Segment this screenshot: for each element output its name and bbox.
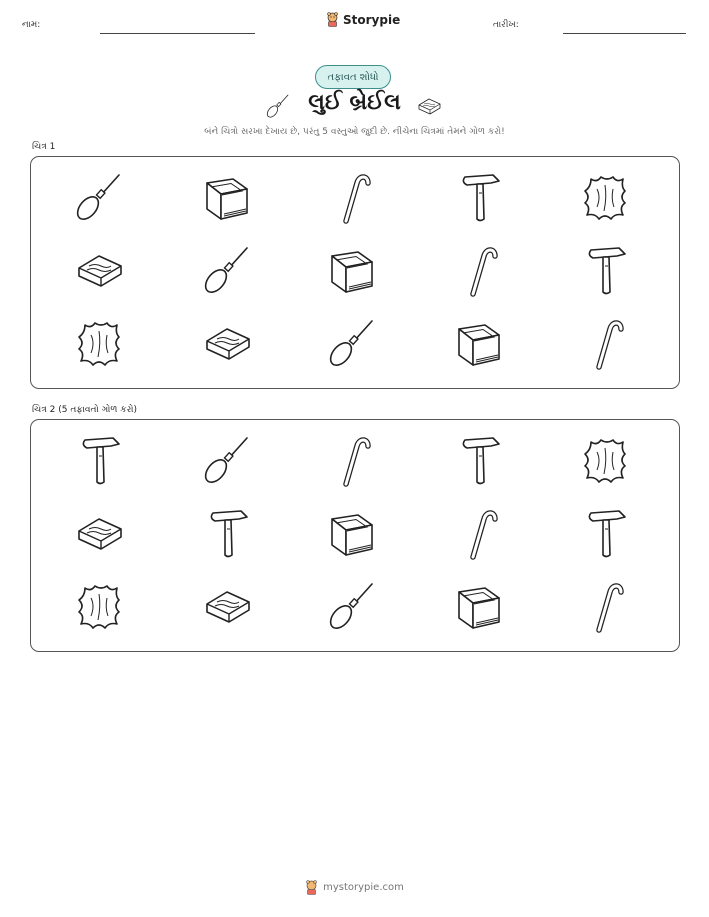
soap-icon	[199, 315, 255, 371]
awl-icon[interactable]	[324, 578, 380, 634]
awl-icon	[71, 169, 127, 225]
picture-2-panel[interactable]	[30, 419, 680, 652]
soap-icon[interactable]	[71, 505, 127, 561]
cane-icon[interactable]	[577, 578, 633, 634]
leather-icon[interactable]	[71, 578, 127, 634]
hammer-icon	[451, 169, 507, 225]
book-icon	[199, 169, 255, 225]
book-icon[interactable]	[324, 505, 380, 561]
leather-icon[interactable]	[577, 432, 633, 488]
name-label: નામ:	[22, 20, 41, 30]
brand-name: Storypie	[343, 12, 401, 27]
cane-icon	[577, 315, 633, 371]
picture-2-label: ચિત્ર 2 (5 તફાવતો ગોળ કરો)	[32, 405, 138, 415]
cane-icon[interactable]	[451, 505, 507, 561]
storypie-logo-icon	[326, 12, 339, 27]
find-differences-badge	[315, 65, 391, 89]
hammer-icon	[577, 242, 633, 298]
date-field[interactable]	[563, 33, 686, 34]
hammer-icon[interactable]	[577, 505, 633, 561]
picture-1-label: ચિત્ર 1	[32, 142, 56, 152]
brand	[326, 12, 400, 27]
awl-icon	[324, 315, 380, 371]
storypie-logo-icon	[305, 880, 318, 895]
book-icon[interactable]	[451, 578, 507, 634]
leather-icon	[71, 315, 127, 371]
soap-icon	[71, 242, 127, 298]
hammer-icon[interactable]	[199, 505, 255, 561]
hammer-icon[interactable]	[451, 432, 507, 488]
awl-icon	[199, 242, 255, 298]
hammer-icon[interactable]	[71, 432, 127, 488]
footer	[0, 880, 709, 895]
cane-icon	[324, 169, 380, 225]
cane-icon	[451, 242, 507, 298]
footer-url[interactable]: mystorypie.com	[323, 882, 404, 893]
instructions: બંને ચિત્રો સરખા દેખાય છે, પરંતુ 5 વસ્તુઓ જુદી છે. નીચેના ચિત્રમાં તેમને ગોળ કરો!	[204, 127, 505, 137]
book-icon	[451, 315, 507, 371]
book-icon	[324, 242, 380, 298]
page-title: લુઈ બ્રેઈલ	[308, 90, 401, 115]
badge-text: તફાવત શોધો	[327, 71, 379, 83]
awl-icon[interactable]	[199, 432, 255, 488]
date-label: તારીખ:	[493, 20, 519, 30]
name-field[interactable]	[100, 33, 255, 34]
picture-1-panel	[30, 156, 680, 389]
soap-icon[interactable]	[199, 578, 255, 634]
leather-icon	[577, 169, 633, 225]
soap-icon	[413, 92, 445, 120]
cane-icon[interactable]	[324, 432, 380, 488]
